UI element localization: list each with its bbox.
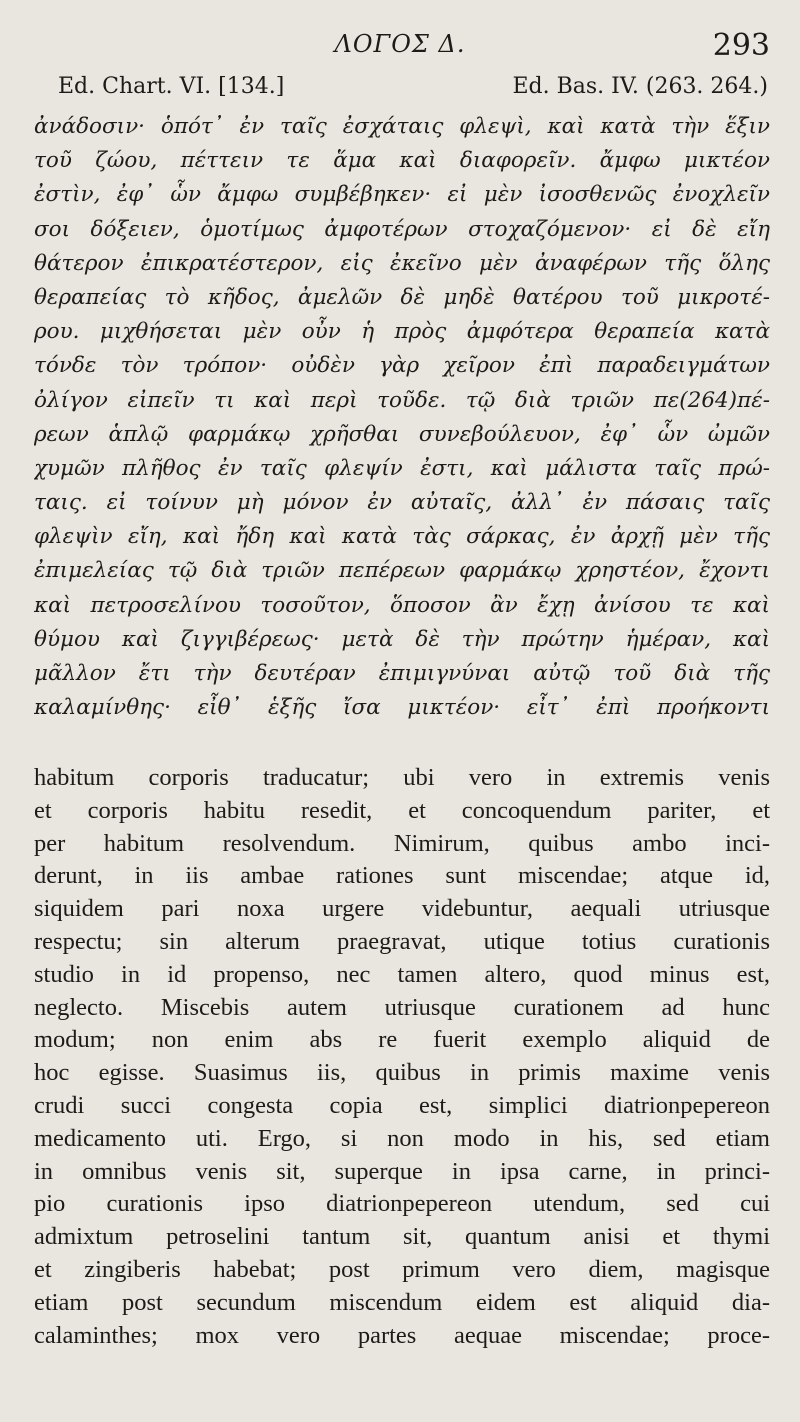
latin-text-line: crudi succi congesta copia est, simplici diatrionpepereon — [34, 1091, 770, 1119]
latin-text-block — [34, 762, 770, 1352]
latin-text-line: modum; non enim abs re fuerit exemplo aliquid de — [34, 1026, 770, 1054]
greek-text-line: φλεψὶν εἴη, καὶ ἤδη καὶ κατὰ τὰς σάρκας, ἐν ἀρχῇ μὲν τῆς — [34, 524, 770, 550]
greek-text-line: ἀνάδοσιν· ὁπότ᾽ ἐν ταῖς ἐσχάταις φλεψὶ, καὶ κατὰ τὴν ἕξιν — [34, 114, 770, 139]
greek-text-line: ἐπιμελείας τῷ διὰ τριῶν πεπέρεων φαρμάκῳ χρηστέον, ἔχοντι — [34, 558, 770, 584]
greek-text-line: μᾶλλον ἔτι τὴν δευτέραν ἐπιμιγνύναι αὐτῷ τοῦ διὰ τῆς — [34, 661, 770, 686]
latin-text-line: neglecto. Miscebis autem utriusque curationem ad hunc — [34, 993, 770, 1021]
greek-text-line: καὶ πετροσελίνου τοσοῦτον, ὅποσον ἂν ἔχῃ ἀνίσου τε καὶ — [34, 592, 770, 618]
latin-text-line: studio in id propenso, nec tamen altero, quod minus est, — [34, 960, 770, 988]
page-number: 293 — [712, 28, 770, 63]
latin-text-line: derunt, in iis ambae rationes sunt miscendae; atque id, — [34, 862, 770, 890]
greek-text-line: ἐστὶν, ἐφ᾽ ὧν ἄμφω συμβέβηκεν· εἰ μὲν ἰσοσθενῶς ἐνοχλεῖν — [34, 182, 770, 208]
greek-text-line: καλαμίνθης· εἶθ᾽ ἑξῆς ἴσα μικτέον· εἶτ᾽ ἐπὶ προήκοντι — [34, 695, 770, 721]
latin-text-line: in omnibus venis sit, superque in ipsa carne, in princi- — [34, 1157, 770, 1185]
latin-text-line: medicamento uti. Ergo, si non modo in his, sed etiam — [34, 1124, 770, 1152]
latin-text-line: siquidem pari noxa urgere videbuntur, aequali utriusque — [34, 895, 770, 923]
greek-text-line: ταις. εἰ τοίνυν μὴ μόνον ἐν αὐταῖς, ἀλλ᾽ ἐν πάσαις ταῖς — [34, 490, 770, 516]
edition-reference-right: Ed. Bas. IV. (263. 264.) — [512, 74, 768, 99]
greek-text-line: θεραπείας τὸ κῆδος, ἀμελῶν δὲ μηδὲ θατέρου τοῦ μικροτέ- — [34, 284, 770, 310]
greek-text-line: ὀλίγον εἰπεῖν τι καὶ περὶ τοῦδε. τῷ διὰ τριῶν πε(264)πέ- — [34, 387, 770, 413]
latin-text-line: hoc egisse. Suasimus iis, quibus in primis maxime venis — [34, 1059, 770, 1087]
greek-text-block — [34, 110, 770, 725]
latin-text-line: etiam post secundum miscendum eidem est aliquid dia- — [34, 1288, 770, 1316]
greek-text-line: ρεων ἁπλῷ φαρμάκῳ χρῆσθαι συνεβούλευον, ἐφ᾽ ὧν ὠμῶν — [34, 421, 770, 447]
greek-text-line: χυμῶν πλῆθος ἐν ταῖς φλεψίν ἐστι, καὶ μάλιστα ταῖς πρώ- — [34, 455, 770, 481]
latin-text-line: admixtum petroselini tantum sit, quantum anisi et thymi — [34, 1223, 770, 1251]
greek-text-line: θάτερον ἐπικρατέστερον, εἰς ἐκεῖνο μὲν ἀναφέρων τῆς ὅλης — [34, 250, 770, 276]
latin-text-line: respectu; sin alterum praegravat, utique totius curationis — [34, 927, 770, 955]
greek-text-line: θύμου καὶ ζιγγιβέρεως· μετὰ δὲ τὴν πρώτην ἡμέραν, καὶ — [34, 626, 770, 652]
latin-text-line: pio curationis ipso diatrionpepereon utendum, sed cui — [34, 1190, 770, 1218]
running-title: ΛΟΓΟΣ Δ. — [334, 30, 466, 58]
latin-text-line: et zingiberis habebat; post primum vero diem, magisque — [34, 1255, 770, 1283]
greek-text-line: τόνδε τὸν τρόπον· οὐδὲν γὰρ χεῖρον ἐπὶ παραδειγμάτων — [34, 353, 770, 379]
latin-text-line: calaminthes; mox vero partes aequae miscendae; proce- — [34, 1321, 770, 1349]
latin-text-line: per habitum resolvendum. Nimirum, quibus ambo inci- — [34, 829, 770, 857]
edition-reference-left: Ed. Chart. VI. [134.] — [58, 74, 285, 99]
latin-text-line: habitum corporis traducatur; ubi vero in extremis venis — [34, 764, 770, 791]
greek-text-line: τοῦ ζώου, πέττειν τε ἅμα καὶ διαφορεῖν. ἄμφω μικτέον — [34, 148, 770, 174]
greek-text-line: σοι δόξειεν, ὁμοτίμως ἀμφοτέρων στοχαζόμενον· εἰ δὲ εἴη — [34, 216, 770, 242]
greek-text-line: ρου. μιχθήσεται μὲν οὖν ἡ πρὸς ἀμφότερα θεραπεία κατὰ — [34, 319, 770, 345]
latin-text-line: et corporis habitu resedit, et concoquendum pariter, et — [34, 796, 770, 824]
